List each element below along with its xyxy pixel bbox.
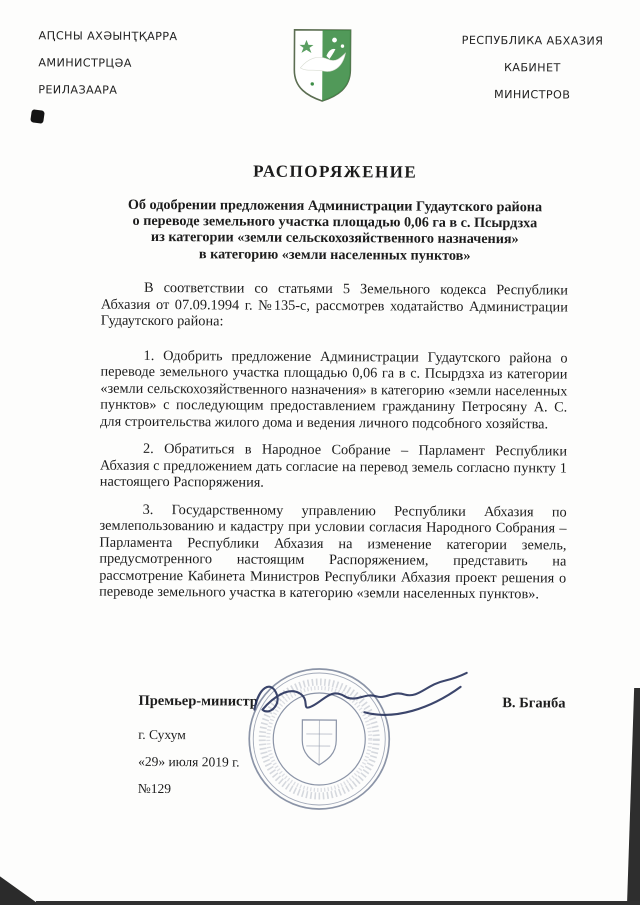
paragraph-item-3: 3. Государственному управлению Республики Абхазия по землепользованию и кадастру при условии согласия Народного Собрания – Парламента Республики Абхазия на изменение категории земель, предусмотренного настоящим Распоряжением, представить на рассмотрение Кабинета Министров Республики Абхазия проект решения о переводе земельного участка в категорию «земли населенных пунктов». (99, 501, 567, 603)
letterhead-line: РЕСПУБЛИКА АБХАЗИЯ (461, 33, 604, 48)
scan-artifact-bottom-edge (36, 901, 640, 905)
document-subtitle (101, 197, 568, 265)
signer-role: Премьер-министр (138, 692, 258, 710)
handwritten-signature (246, 666, 474, 729)
coat-of-arms-icon (290, 26, 354, 104)
letterhead-abkhazian (38, 22, 208, 104)
document-footer (138, 721, 240, 803)
subtitle-line: в категорию «земли населенных пунктов» (198, 245, 471, 264)
signer-name: В. Бганба (502, 695, 566, 712)
subtitle-line: из категории «земли сельскохозяйственного назначения» (150, 229, 519, 248)
paragraph-item-1: 1. Одобрить предложение Администрации Гудаутского района о переводе земельного участка площадью 0,06 га в с. Псырдзха из категории «земли сельскохозяйственного назначения» в категорию «земли населенных пунктов» с последующим предоставлением гражданину Петросяну А. С. для строительства жилого дома и ведения личного подсобного хозяйства. (100, 347, 568, 432)
letterhead-line: МИНИСТРОВ (494, 88, 571, 102)
document-title: РАСПОРЯЖЕНИЕ (253, 161, 418, 182)
letterhead-line: РЕИЛАЗААРА (38, 83, 118, 97)
paragraph-item-2: 2. Обратиться в Народное Собрание – Парламент Республики Абхазия с предложением дать согласие на перевод земель согласно пункту 1 настоящего Распоряжения. (99, 440, 568, 491)
paragraph-preamble: В соответствии со статьями 5 Земельного кодекса Республики Абхазия от 07.09.1994 г. №135-с, рассмотрев ходатайство Администрации Гудаутского района: (100, 279, 569, 330)
scan-artifact-blob (30, 109, 45, 124)
letterhead-line: АМИНИСТРЦӘА (38, 56, 132, 70)
subtitle-line: о переводе земельного участка площадью 0,06 га в с. Псырдзха (132, 213, 538, 232)
footer-number: №129 (137, 780, 172, 797)
footer-city: г. Сухум (138, 726, 186, 743)
footer-date: «29» июля 2019 г. (138, 753, 240, 770)
document-body (99, 280, 568, 614)
letterhead-russian (454, 27, 610, 109)
letterhead-line: АԤСНЫ АХӘЫНҬҚАРРА (38, 29, 178, 44)
letterhead-line: КАБИНЕТ (503, 61, 561, 75)
subtitle-line: Об одобрении предложения Администрации Гудаутского района (127, 196, 543, 216)
